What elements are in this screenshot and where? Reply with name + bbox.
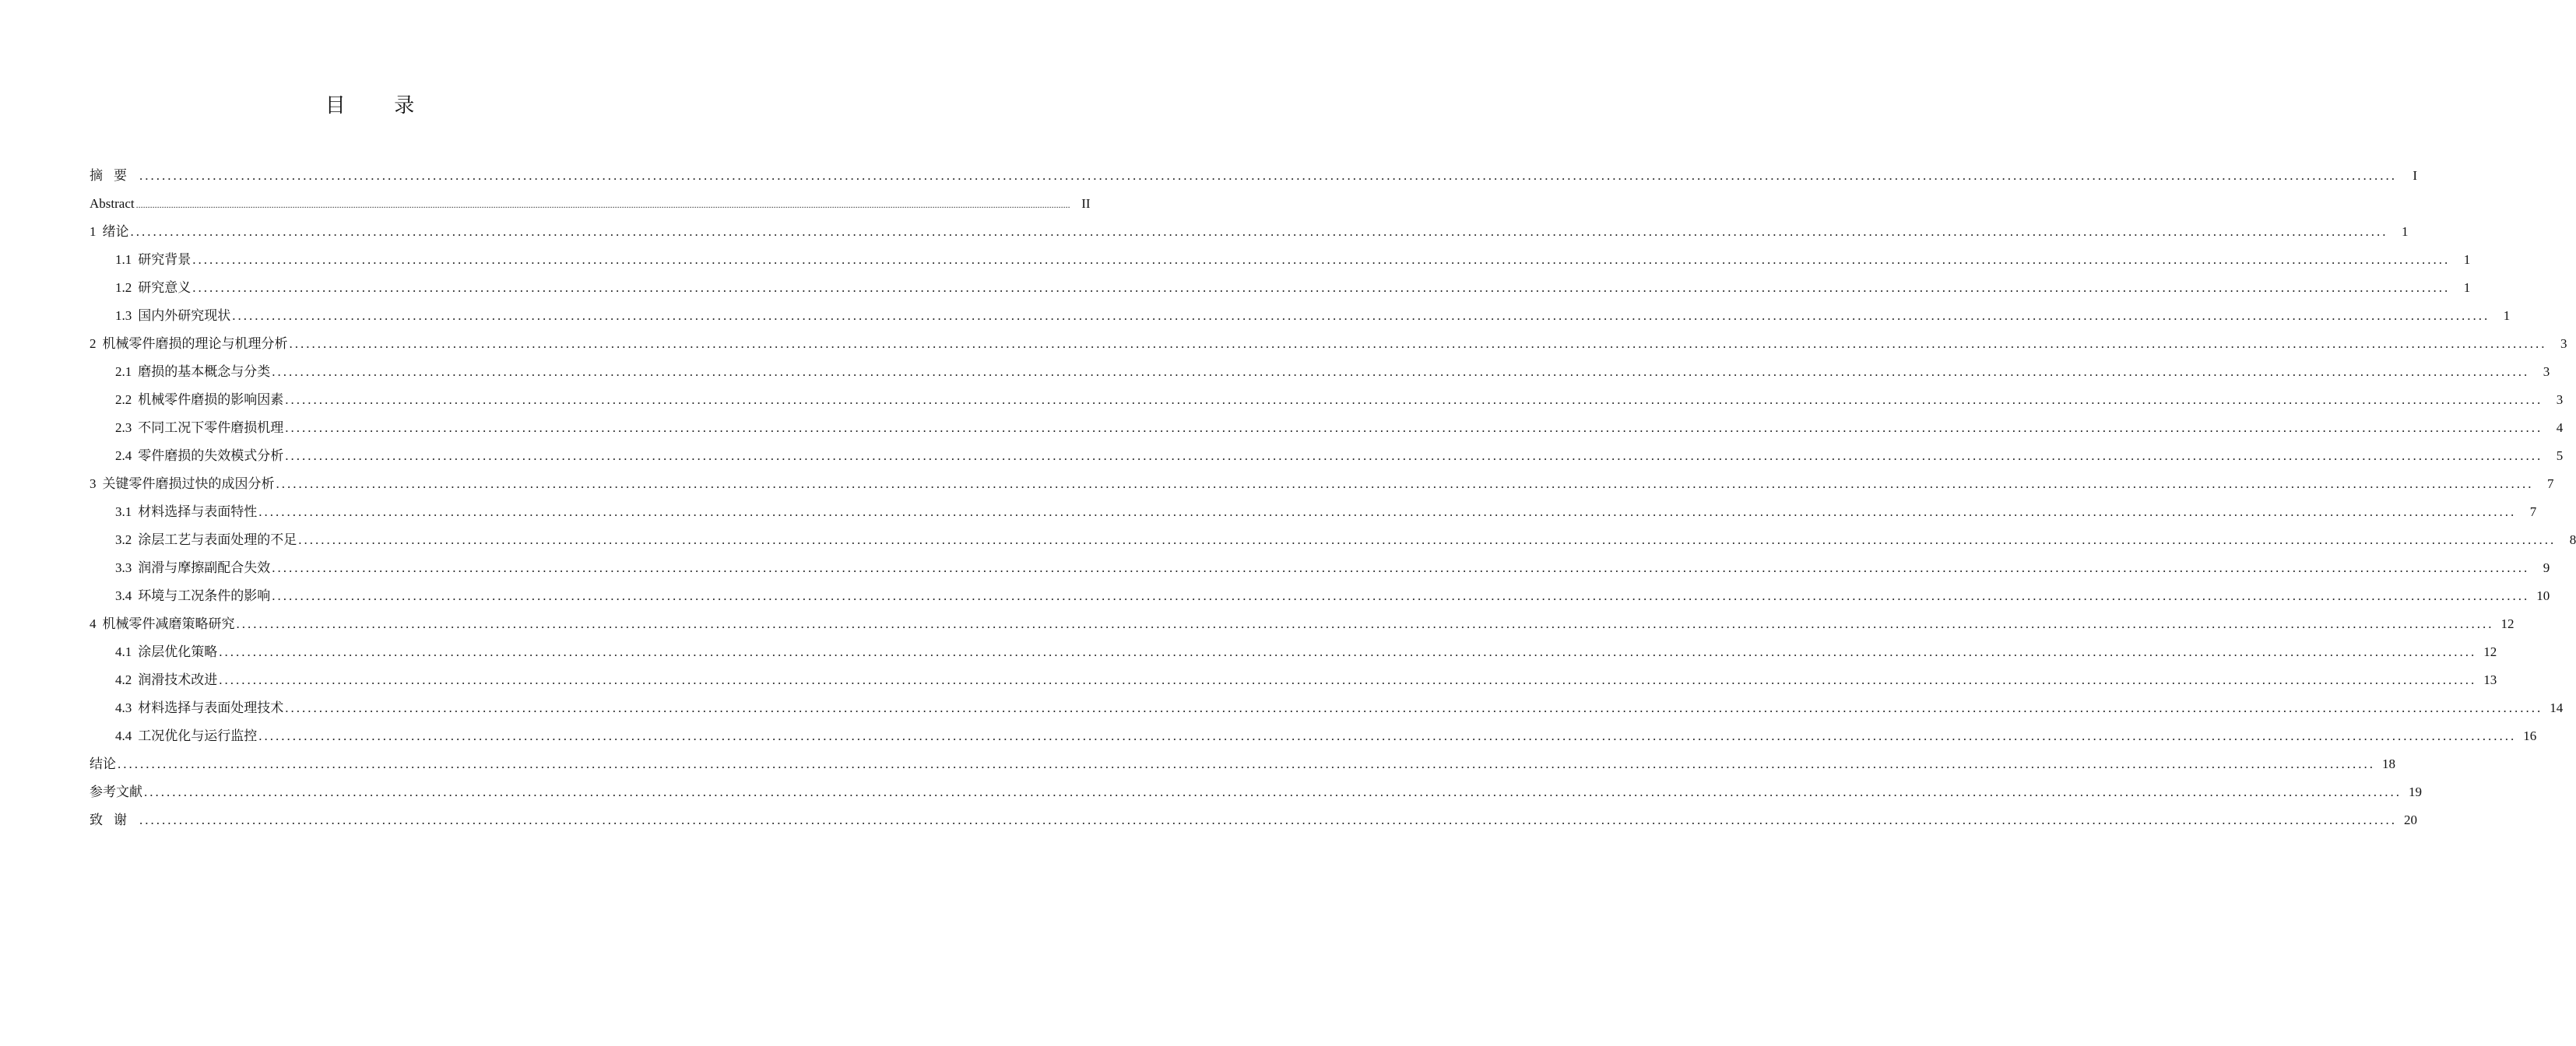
toc-entry[interactable] — [90, 386, 2564, 414]
toc-entry[interactable] — [90, 694, 2564, 722]
dot-leader: ................................................................................................................................................................................................................................................................................................................................................................................................................ — [236, 616, 2494, 631]
toc-entry-number: 3.4 — [115, 588, 132, 603]
toc-entry-title: 环境与工况条件的影响 — [138, 588, 271, 603]
toc-entry-title: Abstract — [90, 196, 135, 211]
toc-entry-number: 4 — [90, 616, 97, 631]
toc-entry[interactable] — [90, 358, 2550, 386]
toc-entry-title: 零件磨损的失效模式分析 — [138, 448, 284, 463]
dot-leader: ................................................................................................................................................................................................................................................................................................................................................................................................................ — [139, 168, 2397, 183]
toc-entry[interactable] — [90, 498, 2537, 526]
toc-entry-number: 2.3 — [115, 420, 132, 435]
toc-entry[interactable] — [90, 414, 2564, 442]
toc-entry-title: 机械零件磨损的影响因素 — [138, 392, 284, 407]
toc-entry-number: 4.1 — [115, 644, 132, 659]
toc-entry-number: 3.1 — [115, 504, 132, 519]
toc-entry-page: 18 — [2382, 756, 2395, 771]
toc-entry[interactable] — [90, 526, 2576, 554]
toc-entry-page: 1 — [2503, 308, 2511, 323]
toc-entry-number: 4.4 — [115, 728, 132, 743]
toc-entry-title: 摘要 — [90, 168, 138, 183]
toc-entry-page: 12 — [2483, 644, 2497, 659]
toc-entry[interactable] — [90, 470, 2554, 498]
toc-entry-title: 研究意义 — [138, 280, 192, 295]
toc-entry-page: 3 — [2556, 392, 2564, 407]
toc-entry[interactable] — [90, 190, 1091, 218]
toc-entry[interactable] — [90, 302, 2511, 330]
toc-entry-page: 4 — [2556, 420, 2564, 435]
toc-entry-page: 12 — [2500, 616, 2514, 631]
toc-entry-title: 润滑与摩擦副配合失效 — [138, 560, 271, 575]
toc-entry-title: 不同工况下零件磨损机理 — [138, 420, 284, 435]
toc-entry-page: 19 — [2409, 784, 2422, 799]
dot-leader: ................................................................................................................................................................................................................................................................................................................................................................................................................ — [219, 644, 2477, 659]
dot-leader: ................................................................................................................................................................................................................................................................................................................................................................................................................ — [232, 308, 2490, 323]
toc-entry-title: 工况优化与运行监控 — [138, 728, 258, 743]
toc-entry[interactable] — [90, 442, 2564, 470]
toc-entry-page: 5 — [2556, 448, 2564, 463]
toc-entry-page: 1 — [2463, 252, 2471, 267]
toc-entry-number: 3 — [90, 476, 97, 491]
toc-entry-title: 研究背景 — [138, 252, 192, 267]
toc-entry[interactable] — [90, 274, 2471, 302]
toc-entry-number: 4.3 — [115, 700, 132, 715]
toc-entry-page: II — [1081, 196, 1091, 211]
toc-entry[interactable] — [90, 778, 2422, 806]
toc-entry-page: 10 — [2536, 588, 2550, 603]
toc-entry-title: 磨损的基本概念与分类 — [138, 364, 271, 379]
toc-entry-number: 2.1 — [115, 364, 132, 379]
toc-entry-title: 致谢 — [90, 813, 138, 827]
toc-entry-title: 涂层工艺与表面处理的不足 — [138, 532, 297, 547]
toc-entry-page: 3 — [2560, 336, 2567, 351]
dot-leader: ................................................................................................................................................................................................................................................................................................................................................................................................................ — [289, 336, 2547, 351]
dot-leader: ................................................................................................................................................................................................................................................................................................................................................................................................................ — [144, 784, 2402, 799]
toc-entry[interactable] — [90, 218, 2409, 246]
toc-entry-page: 13 — [2483, 672, 2497, 687]
toc-entry-page: 1 — [2402, 224, 2409, 239]
toc-entry-number: 2 — [90, 336, 97, 351]
toc-entry-title: 材料选择与表面处理技术 — [138, 700, 284, 715]
dot-leader: ................................................................................................................................................................................................................................................................................................................................................................................................................ — [118, 756, 2375, 771]
dot-leader: ................................................................................................................................................................................................................................................................................................................................................................................................................ — [272, 560, 2530, 575]
toc-entry[interactable] — [90, 610, 2514, 638]
dot-leader: ................................................................................................................................................................................................................................................................................................................................................................................................................ — [276, 476, 2534, 491]
toc-entry-page: 8 — [2569, 532, 2576, 547]
toc-entry-page: 16 — [2523, 728, 2537, 743]
toc-entry-page: 7 — [2547, 476, 2554, 491]
toc-entry-title: 国内外研究现状 — [138, 308, 231, 323]
toc-entry-number: 2.4 — [115, 448, 132, 463]
dot-leader: ................................................................................................................................................................................................................................................................................................................................................................................................................ — [298, 532, 2557, 547]
dot-leader: ................................................................................................................................................................................................................................................................................................................................................................................................................ — [285, 700, 2543, 715]
toc-entry-page: 1 — [2463, 280, 2471, 295]
toc-entry-number: 3.3 — [115, 560, 132, 575]
toc-entry[interactable] — [90, 162, 2417, 190]
toc-entry-title: 涂层优化策略 — [138, 644, 218, 659]
toc-entry-title: 参考文献 — [90, 784, 142, 799]
toc-entry-number: 4.2 — [115, 672, 132, 687]
dot-leader: ................................................................................................................................................................................................................................................................................................................................................................................................................ — [135, 199, 1070, 210]
toc-entry-title: 绪论 — [102, 224, 129, 239]
toc-entry[interactable] — [90, 582, 2550, 610]
toc-entry-title: 润滑技术改进 — [138, 672, 218, 687]
dot-leader: ................................................................................................................................................................................................................................................................................................................................................................................................................ — [258, 728, 2517, 743]
toc-entry-number: 2.2 — [115, 392, 132, 407]
toc-entry-title: 关键零件磨损过快的成因分析 — [102, 476, 275, 491]
toc-entry-number: 3.2 — [115, 532, 132, 547]
toc-title: 目 录 — [325, 94, 437, 117]
dot-leader: ................................................................................................................................................................................................................................................................................................................................................................................................................ — [285, 420, 2543, 435]
toc-entry-page: 14 — [2550, 700, 2564, 715]
toc-entry-title: 结论 — [90, 756, 116, 771]
dot-leader: ................................................................................................................................................................................................................................................................................................................................................................................................................ — [139, 813, 2397, 827]
toc-entry-number: 1.3 — [115, 308, 132, 323]
dot-leader: ................................................................................................................................................................................................................................................................................................................................................................................................................ — [258, 504, 2517, 519]
toc-entry-title: 材料选择与表面特性 — [138, 504, 258, 519]
dot-leader: ................................................................................................................................................................................................................................................................................................................................................................................................................ — [272, 588, 2530, 603]
toc-entry[interactable] — [90, 806, 2417, 834]
toc-entry-page: 3 — [2543, 364, 2550, 379]
toc-entry-title: 机械零件磨损的理论与机理分析 — [102, 336, 288, 351]
toc-entry[interactable] — [90, 554, 2550, 582]
toc-entry-number: 1.2 — [115, 280, 132, 295]
dot-leader: ................................................................................................................................................................................................................................................................................................................................................................................................................ — [130, 224, 2388, 239]
toc-entry-page: 9 — [2543, 560, 2550, 575]
toc-entry[interactable] — [90, 330, 2567, 358]
dot-leader: ................................................................................................................................................................................................................................................................................................................................................................................................................ — [272, 364, 2530, 379]
toc-entry-page: I — [2413, 168, 2417, 183]
toc-entry[interactable] — [90, 246, 2471, 274]
toc-entry[interactable] — [90, 722, 2537, 750]
toc-entry-number: 1 — [90, 224, 97, 239]
dot-leader: ................................................................................................................................................................................................................................................................................................................................................................................................................ — [219, 672, 2477, 687]
toc-entry[interactable] — [90, 666, 2497, 694]
dot-leader: ................................................................................................................................................................................................................................................................................................................................................................................................................ — [285, 448, 2543, 463]
toc-entry[interactable] — [90, 638, 2497, 666]
toc-entry-page: 7 — [2529, 504, 2537, 519]
toc-entry-page: 20 — [2404, 813, 2417, 827]
toc-entry[interactable] — [90, 750, 2395, 778]
toc-entry-title: 机械零件减磨策略研究 — [102, 616, 235, 631]
dot-leader: ................................................................................................................................................................................................................................................................................................................................................................................................................ — [285, 392, 2543, 407]
dot-leader: ................................................................................................................................................................................................................................................................................................................................................................................................................ — [192, 280, 2451, 295]
dot-leader: ................................................................................................................................................................................................................................................................................................................................................................................................................ — [192, 252, 2451, 267]
table-of-contents — [90, 162, 2576, 834]
toc-entry-number: 1.1 — [115, 252, 132, 267]
